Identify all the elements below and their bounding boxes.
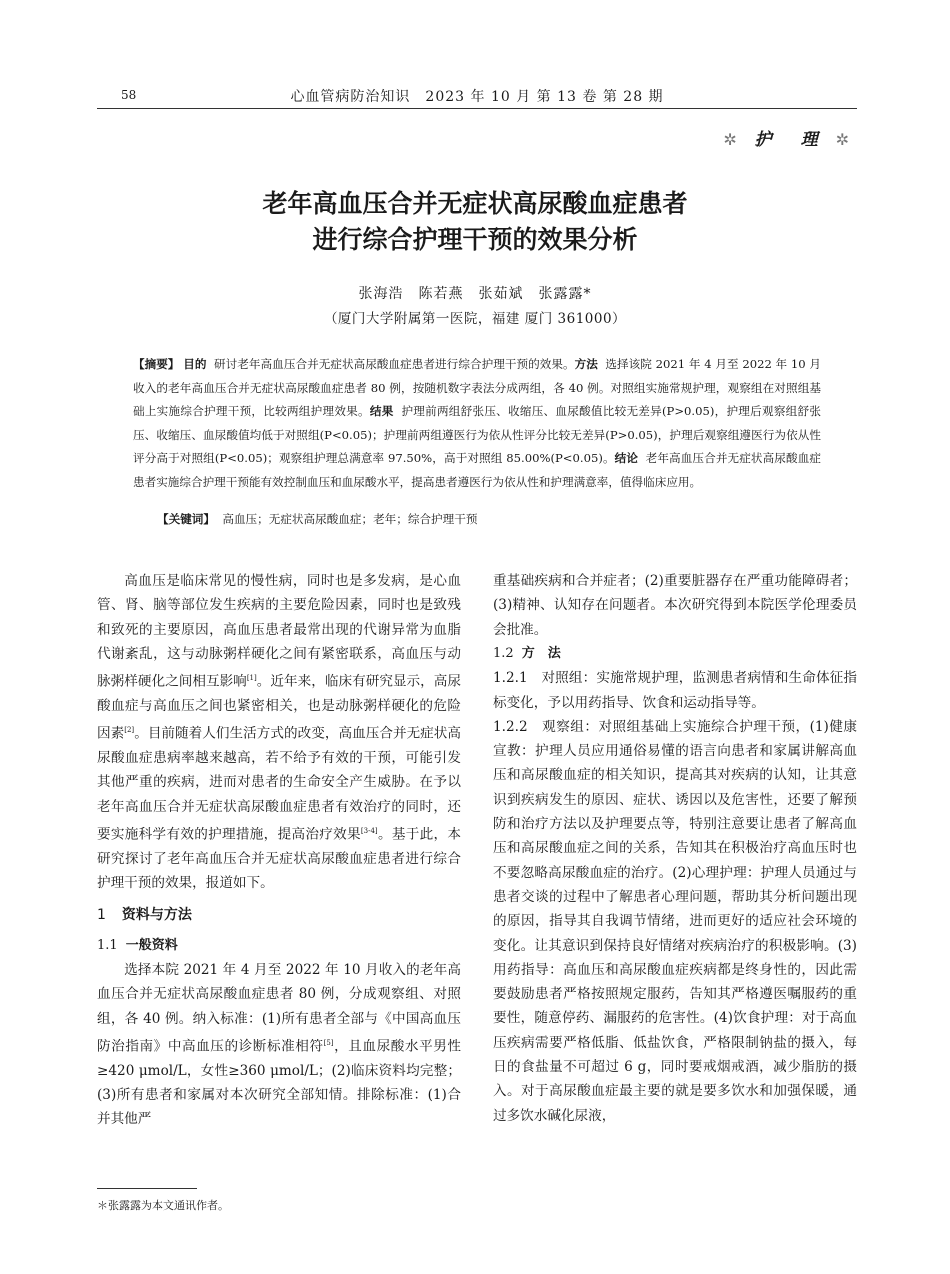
star-right-icon: ✲ — [835, 130, 855, 149]
section-1-2-number: 1.2 — [493, 646, 514, 661]
affiliation: （厦门大学附属第一医院，福建 厦门 361000） — [323, 311, 627, 327]
keywords — [157, 511, 477, 527]
methods-text: 选择该院 2021 年 4 月至 2022 年 10 月收入的老年高血压合并无症状高尿酸血症患者 80 例，按随机数字表法分成两组，各 40 例。对照组实施常规护理，观察组在对照组基础上实施综合护理干预，比较两组护理效果。 — [133, 357, 821, 419]
page-number: 58 — [121, 88, 137, 102]
article-title — [0, 186, 950, 258]
general-data-continuation: 重基础疾病和合并症者；(2)重要脏器存在严重功能障碍者；(3)精神、认知存在问题者。本次研究得到本院医学伦理委员会批准。 — [493, 573, 857, 638]
section-1-1-heading — [97, 934, 461, 958]
section-tag — [723, 125, 855, 150]
intro-text-b: 。近年来，临床有研究显示，高尿酸血症与高血压之间也紧密相关，也是动脉粥样硬化的危险因素 — [97, 673, 461, 742]
ref-3-4: [3-4] — [360, 827, 378, 836]
intro-paragraph — [97, 569, 461, 895]
intro-text-d: 。基于此，本研究探讨了老年高血压合并无症状高尿酸血症患者进行综合护理干预的效果，报道如下。 — [97, 826, 461, 892]
general-text-a: 选择本院 2021 年 4 月至 2022 年 10 月收入的老年高血压合并无症状高尿酸血症患者 80 例，分成观察组、对照组，各 40 例。纳入标准：(1)所有患者全部与《中国高血压防治指南》中高血压的诊断标准相符 — [97, 962, 461, 1055]
section-1-number: 1 — [97, 907, 106, 924]
general-data-paragraph — [97, 958, 461, 1132]
conclusion-text: 老年高血压合并无症状高尿酸血症患者实施综合护理干预能有效控制血压和血尿酸水平，提高患者遵医行为依从性和护理满意率，值得临床应用。 — [133, 451, 821, 489]
observation-group-paragraph: 1.2.2 观察组：对照组基础上实施综合护理干预，(1)健康宣教：护理人员应用通俗易懂的语言向患者和家属讲解高血压和高尿酸血症的相关知识，提高其对疾病的认知，让其意识到疾病发生的原因、症状、诱因以及危害性，还要了解预防和治疗方法以及护理要点等，特别注意要让患者了解高血压和高尿酸血症之间的关系，告知其在积极治疗高血压时也不要忽略高尿酸血症的治疗。(2)心理护理：护理人员通过与患者交谈的过程中了解患者心理问题，帮助其分析问题出现的原因，指导其自我调节情绪，进而更好的适应社会环境的变化。让其意识到保持良好情绪对疾病治疗的积极影响。(3)用药指导：高血压和高尿酸血症疾病都是终身性的，因此需要鼓励患者严格按照规定服药，告知其严格遵医嘱服药的重要性，随意停药、漏服药的危害性。(4)饮食护理：对于高血压疾病需要严格低脂、低盐饮食，严格限制钠盐的摄入，每日的食盐量不可超过 6 g，同时要戒烟戒酒，减少脂肪的摄入。对于高尿酸血症最主要的就是要多饮水和加强保暖，通过多饮水碱化尿液， — [493, 718, 857, 1124]
intro-text-a: 高血压是临床常见的慢性病，同时也是多发病，是心血管、肾、脑等部位发生疾病的主要危险因素，同时也是致残和致死的主要原因，高血压患者最常出现的代谢异常为血脂代谢紊乱，这与动脉粥样硬化之间有紧密联系，高血压与动脉粥样硬化之间相互影响 — [97, 573, 461, 690]
title-line-2: 进行综合护理干预的效果分析 — [312, 225, 638, 254]
section-1-2-title: 方 法 — [521, 646, 561, 661]
conclusion-label: 结论 — [614, 451, 639, 466]
section-label: 护 理 — [754, 130, 824, 150]
header-rule — [97, 108, 857, 109]
results-label: 结果 — [369, 404, 394, 419]
title-line-1: 老年高血压合并无症状高尿酸血症患者 — [262, 189, 688, 218]
running-header — [97, 84, 857, 106]
abstract-label: 【摘要】 — [133, 357, 180, 371]
star-left-icon: ✲ — [723, 130, 743, 149]
abstract — [133, 353, 821, 495]
control-group-paragraph: 1.2.1 对照组：实施常规护理，监测患者病情和生命体征指标变化，予以用药指导、饮食和运动指导等。 — [493, 670, 857, 711]
right-column-content — [493, 569, 857, 1189]
section-1-1-number: 1.1 — [97, 937, 118, 953]
results-text: 护理前两组舒张压、收缩压、血尿酸值比较无差异(P>0.05)，护理后观察组舒张压、收缩压、血尿酸值均低于对照组(P<0.05)；护理前两组遵医行为依从性评分比较无差异(P>0.05)，护理后观察组遵医行为依从性评分高于对照组(P<0.05)；观察组护理总满意率 97.50%，高于对照组 85.00%(P<0.05)。 — [133, 404, 821, 466]
methods-label: 方法 — [574, 357, 598, 371]
footnote: ＊张露露为本文通讯作者。 — [97, 1199, 229, 1212]
section-1-title: 资料与方法 — [121, 907, 192, 924]
objective-label: 目的 — [183, 357, 207, 371]
left-column — [97, 569, 461, 1181]
ref-2: [2] — [124, 726, 135, 735]
objective-text: 研讨老年高血压合并无症状高尿酸血症患者进行综合护理干预的效果。 — [214, 357, 575, 371]
footnote-rule — [97, 1188, 197, 1189]
authors: 张海浩 陈若燕 张茹斌 张露露* — [358, 286, 592, 302]
section-1-heading — [97, 903, 461, 927]
ref-1: [1] — [246, 674, 257, 683]
journal-info: 心血管病防治知识 2023 年 10 月 第 13 卷 第 28 期 — [290, 89, 664, 105]
section-1-2-heading — [493, 642, 857, 666]
section-1-1-title: 一般资料 — [125, 937, 178, 953]
keywords-text: 高血压；无症状高尿酸血症；老年；综合护理干预 — [222, 512, 478, 526]
keywords-label: 【关键词】 — [157, 512, 215, 526]
intro-text-c: 。目前随着人们生活方式的改变，高血压合并无症状高尿酸血症患病率越来越高，若不给予有效的干预，可能引发其他严重的疾病，进而对患者的生命安全产生威胁。在予以老年高血压合并无症状高尿酸血症患者有效治疗的同时，还要实施科学有效的护理措施，提高治疗效果 — [97, 725, 461, 843]
general-text-b: ，且血尿酸水平男性≥420 μmol/L，女性≥360 μmol/L；(2)临床资料均完整；(3)所有患者和家属对本次研究全部知情。排除标准：(1)合并其他严 — [97, 1038, 461, 1128]
ref-5: [5] — [323, 1038, 334, 1047]
